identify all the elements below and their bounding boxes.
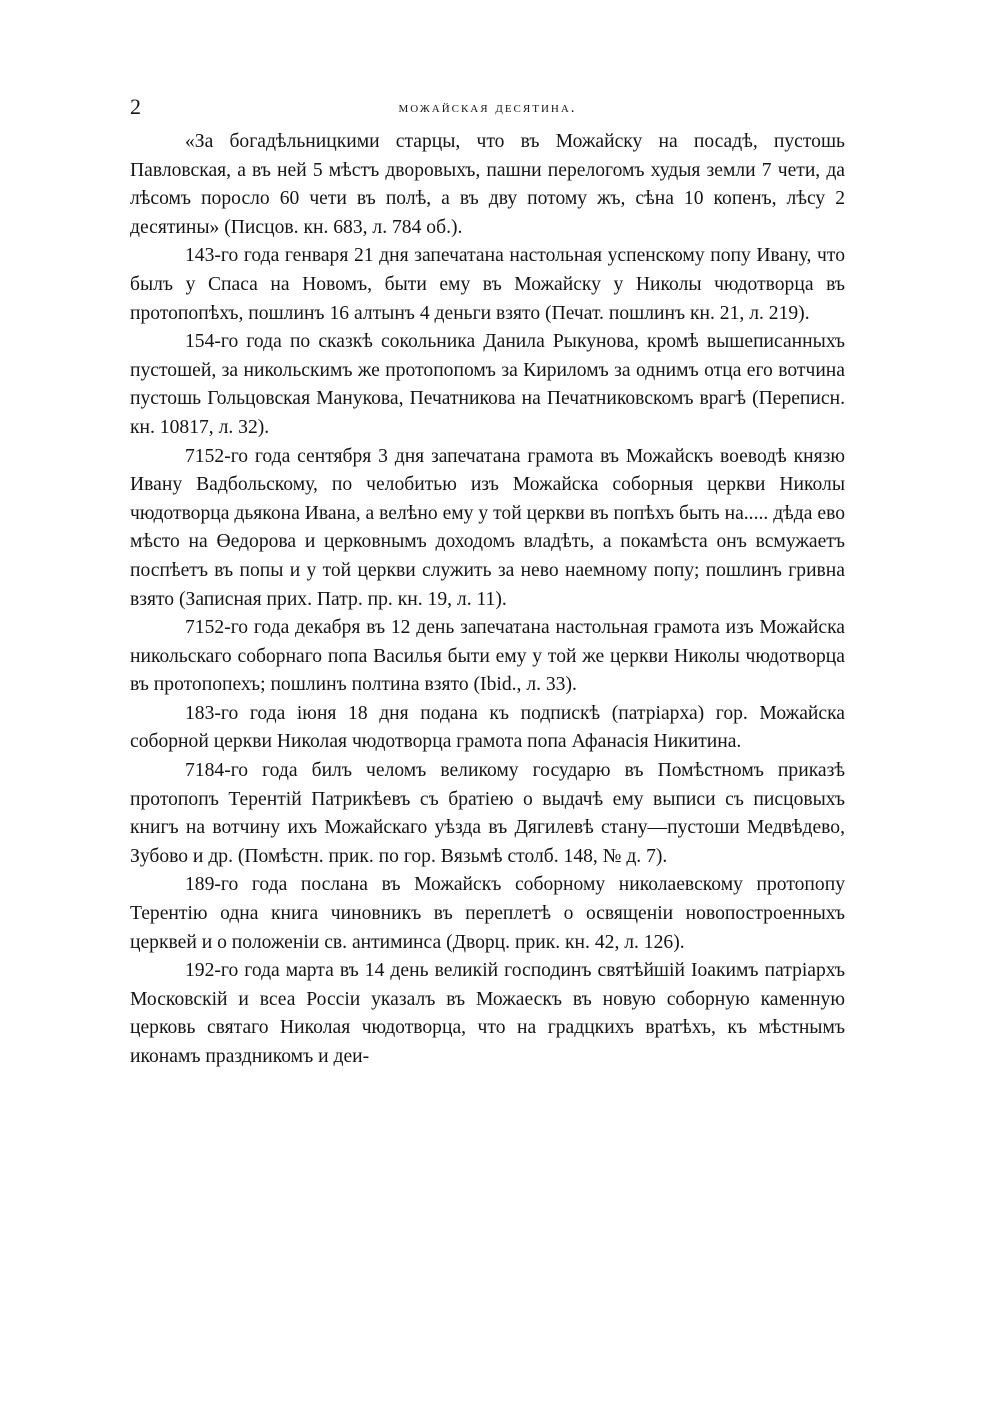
paragraph: 7152-го года декабря въ 12 день запечатана настольная грамота изъ Можайска никольскаго соборнаго попа Василья быти ему у той же церкви Николы чюдотворца въ протопопехъ; пошлинъ полтина взято (Ibid., л. 33). [130, 617, 845, 696]
paragraph: 154-го года по сказкѣ сокольника Данила Рыкунова, кромѣ вышеписанныхъ пустошей, за никольскимъ же протопопомъ за Кириломъ за однимъ отца его вотчина пустошь Гольцовская Манукова, Печатникова на Печатниковскомъ врагѣ (Переписн. кн. 10817, л. 32). [130, 331, 845, 438]
paragraph: 143-го года генваря 21 дня запечатана настольная успенскому попу Ивану, что былъ у Спаса на Новомъ, быти ему въ Можайску у Николы чюдотворца въ протопопѣхъ, пошлинъ 16 алтынъ 4 деньги взято (Печат. пошлинъ кн. 21, л. 219). [130, 245, 845, 324]
paragraph: 7152-го года сентября 3 дня запечатана грамота въ Можайскъ воеводѣ князю Ивану Вадбольскому, по челобитью изъ Можайска соборныя церкви Николы чюдотворца дьякона Ивана, а велѣно ему у той церкви въ попѣхъ быть на..... дѣда ево мѣсто на Өедорова и церковнымъ доходомъ владѣть, а покамѣста онъ всмужаетъ поспѣетъ въ попы и у той церкви служить за нево наемному попу; пошлинъ гривна взято (Записная прих. Патр. пр. кн. 19, л. 11). [130, 445, 845, 610]
body-text [130, 128, 845, 1072]
page-number: 2 [130, 94, 141, 119]
running-header [130, 92, 845, 128]
paragraph: 189-го года послана въ Можайскъ соборному николаевскому протопопу Терентію одна книга чиновникъ въ переплетѣ о освященіи новопостроенныхъ церквей и о положеніи св. антиминса (Дворц. прик. кн. 42, л. 126). [130, 874, 845, 953]
paragraph: 7184-го года билъ челомъ великому государю въ Помѣстномъ приказѣ протопопъ Терентій Патрикѣевъ съ братіею о выдачѣ ему выписи съ писцовыхъ книгъ на вотчину ихъ Можайскаго уѣзда въ Дягилевѣ стану—пустоши Медвѣдево, Зубово и др. (Помѣстн. прик. по гор. Вязьмѣ столб. 148, № д. 7). [130, 760, 845, 867]
paragraph: 192-го года марта въ 14 день великій господинъ святѣйшій Іоакимъ патріархъ Московскій и всеа Россіи указалъ въ Можаескъ въ новую соборную каменную церковь святаго Николая чюдотворца, что на градцкихъ вратѣхъ, къ мѣстнымъ иконамъ праздникомъ и деи- [130, 960, 845, 1067]
book-page [130, 92, 845, 1072]
running-title: можайская десятина. [398, 100, 577, 116]
paragraph: «За богадѣльницкими старцы, что въ Можайску на посадѣ, пустошь Павловская, а въ ней 5 мѣстъ дворовыхъ, пашни перелогомъ худыя земли 7 чети, да лѣсомъ поросло 60 чети въ полѣ, а въ дву потому жъ, сѣна 10 копенъ, лѣсу 2 десятины» (Писцов. кн. 683, л. 784 об.). [130, 131, 845, 238]
paragraph: 183-го года іюня 18 дня подана къ подпискѣ (патріарха) гор. Можайска соборной церкви Николая чюдотворца грамота попа Афанасія Никитина. [130, 702, 845, 753]
